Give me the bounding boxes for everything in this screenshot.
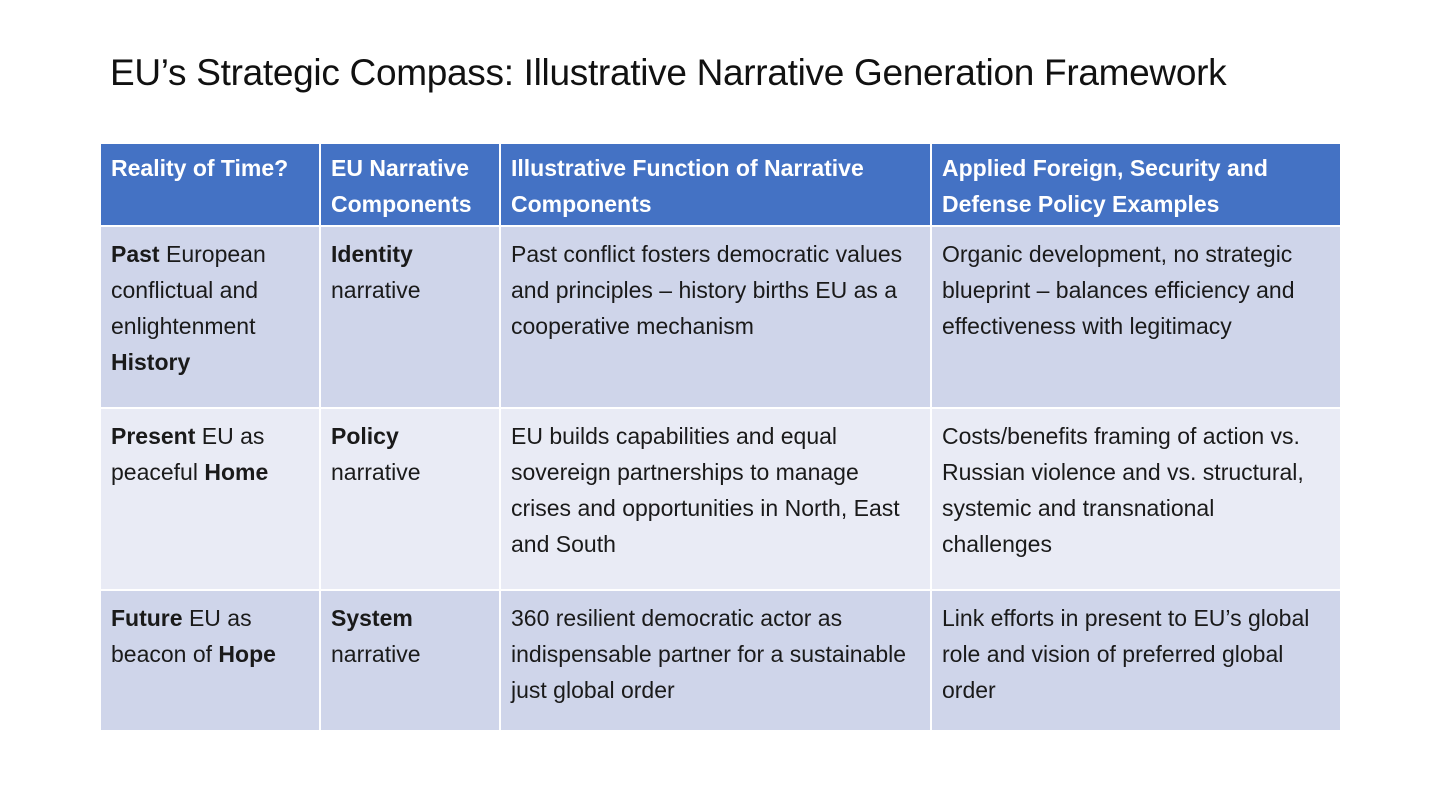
time-key: Home <box>204 459 269 485</box>
header-reality-of-time: Reality of Time? <box>100 143 320 226</box>
component-name: System <box>331 605 413 631</box>
component-cell <box>320 590 500 731</box>
time-mid: EU as peaceful <box>111 423 265 485</box>
component-name: Policy <box>331 423 399 449</box>
table-row-present <box>100 408 1341 590</box>
function-cell: Past conflict fosters democratic values and principles – history births EU as a cooperative mechanism <box>500 226 931 408</box>
component-suffix: narrative <box>331 641 421 667</box>
component-name: Identity <box>331 241 413 267</box>
time-cell <box>100 226 320 408</box>
time-lead: Present <box>111 423 196 449</box>
slide-title: EU’s Strategic Compass: Illustrative Narrative Generation Framework <box>110 52 1227 93</box>
header-narrative-components: EU Narrative Components <box>320 143 500 226</box>
component-suffix: narrative <box>331 459 421 485</box>
component-cell <box>320 226 500 408</box>
time-key: History <box>111 349 191 375</box>
table-header <box>100 143 1341 226</box>
header-illustrative-function: Illustrative Function of Narrative Components <box>500 143 931 226</box>
table-row-future <box>100 590 1341 731</box>
example-cell: Link efforts in present to EU’s global role and vision of preferred global order <box>931 590 1341 731</box>
example-cell: Costs/benefits framing of action vs. Russian violence and vs. structural, systemic and transnational challenges <box>931 408 1341 590</box>
time-lead: Past <box>111 241 160 267</box>
time-mid: EU as beacon of <box>111 605 252 667</box>
header-policy-examples: Applied Foreign, Security and Defense Policy Examples <box>931 143 1341 226</box>
time-mid: European conflictual and enlightenment <box>111 241 266 339</box>
framework-table <box>99 142 1342 732</box>
component-suffix: narrative <box>331 277 421 303</box>
table-row-past <box>100 226 1341 408</box>
example-cell: Organic development, no strategic blueprint – balances efficiency and effectiveness with legitimacy <box>931 226 1341 408</box>
component-cell <box>320 408 500 590</box>
function-cell: EU builds capabilities and equal sovereign partnerships to manage crises and opportunities in North, East and South <box>500 408 931 590</box>
time-lead: Future <box>111 605 183 631</box>
time-cell <box>100 408 320 590</box>
header-row <box>100 143 1341 226</box>
table-body <box>100 226 1341 731</box>
function-cell: 360 resilient democratic actor as indispensable partner for a sustainable just global order <box>500 590 931 731</box>
time-cell <box>100 590 320 731</box>
time-key: Hope <box>218 641 276 667</box>
